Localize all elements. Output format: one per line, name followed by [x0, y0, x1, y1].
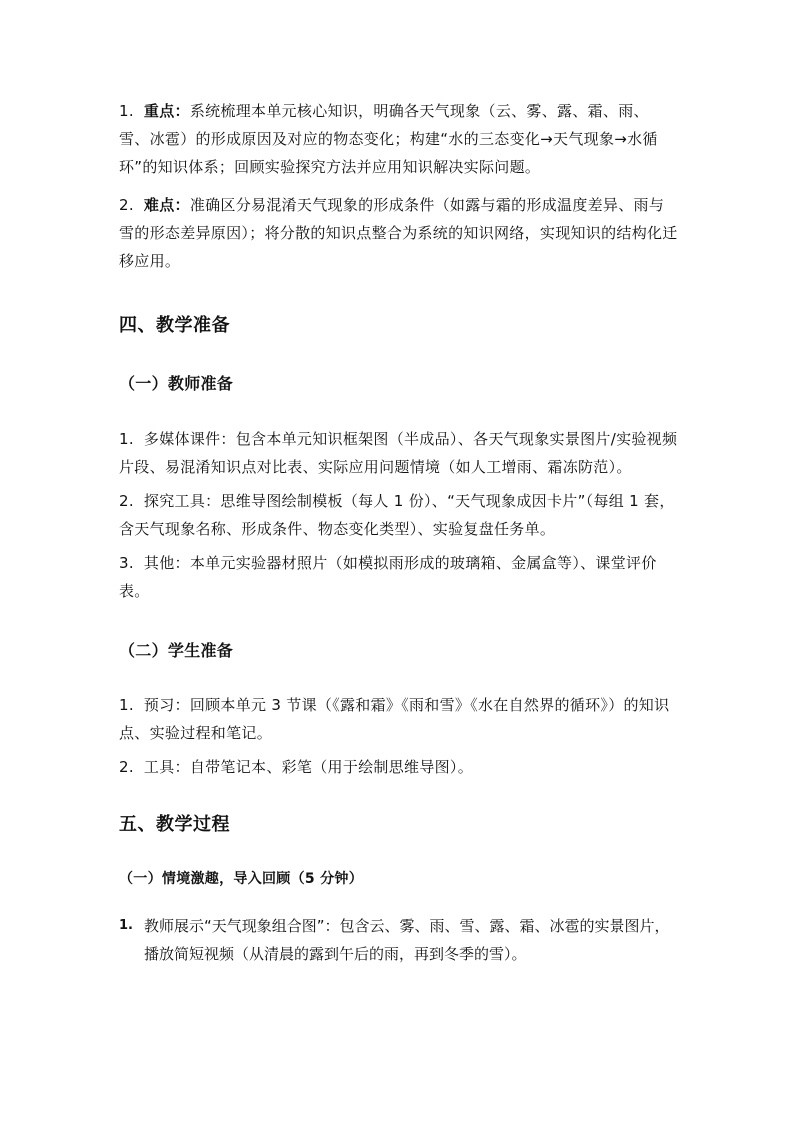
subsection-heading: （一）情境激趣，导入回顾（5 分钟） — [119, 871, 364, 887]
item-number: 3. — [119, 554, 134, 572]
list-item — [119, 487, 679, 543]
item-text: 多媒体课件：包含本单元知识框架图（半成品）、各天气现象实景图片/实验视频片段、易混淆知识点对比表、实际应用问题情境（如人工增雨、霜冻防范）。 — [119, 430, 678, 476]
list-item — [119, 691, 679, 747]
item-text: 探究工具：思维导图绘制模板（每人 1 份）、“天气现象成因卡片”（每组 1 套，含天气现象名称、形成条件、物态变化类型）、实验复盘任务单。 — [119, 492, 675, 538]
item-number: 2. — [119, 492, 134, 510]
item-text: 预习：回顾本单元 3 节课（《露和霜》《雨和雪》《水在自然界的循环》）的知识点、实验过程和笔记。 — [119, 696, 670, 742]
section-heading: 四、教学准备 — [119, 315, 230, 336]
list-item — [119, 425, 679, 481]
item-number: 2. — [119, 196, 134, 214]
list-item — [119, 753, 679, 781]
section-heading: 五、教学过程 — [119, 814, 230, 835]
item-label: 难点： — [143, 196, 190, 214]
item-label: 重点： — [143, 102, 190, 120]
list-item — [119, 549, 679, 605]
item-text: 准确区分易混淆天气现象的形成条件（如露与霜的形成温度差异、雨与雪的形态差异原因）；将分散的知识点整合为系统的知识网络，实现知识的结构化迁移应用。 — [119, 196, 678, 270]
item-text: 教师展示“天气现象组合图”：包含云、雾、雨、雪、露、霜、冰雹的实景图片，播放简短视频（从清晨的露到午后的雨，再到冬季的雪）。 — [144, 917, 670, 963]
list-item — [119, 912, 679, 968]
subsection-heading: （二）学生准备 — [119, 641, 234, 660]
item-number: 1. — [119, 102, 134, 120]
item-number: 1. — [119, 918, 133, 933]
difficulty-item — [119, 191, 679, 275]
item-text: 系统梳理本单元核心知识，明确各天气现象（云、雾、露、霜、雨、雪、冰雹）的形成原因及对应的物态变化；构建“水的三态变化→天气现象→水循环”的知识体系；回顾实验探究方法并应用知识解决实际问题。 — [119, 102, 658, 176]
item-number: 2. — [119, 758, 134, 776]
subsection-heading: （一）教师准备 — [119, 374, 234, 393]
item-number: 1. — [119, 696, 134, 714]
item-text: 其他：本单元实验器材照片（如模拟雨形成的玻璃箱、金属盒等）、课堂评价表。 — [119, 554, 657, 600]
item-number: 1. — [119, 430, 134, 448]
focus-item — [119, 97, 679, 181]
item-text: 工具：自带笔记本、彩笔（用于绘制思维导图）。 — [143, 758, 474, 776]
